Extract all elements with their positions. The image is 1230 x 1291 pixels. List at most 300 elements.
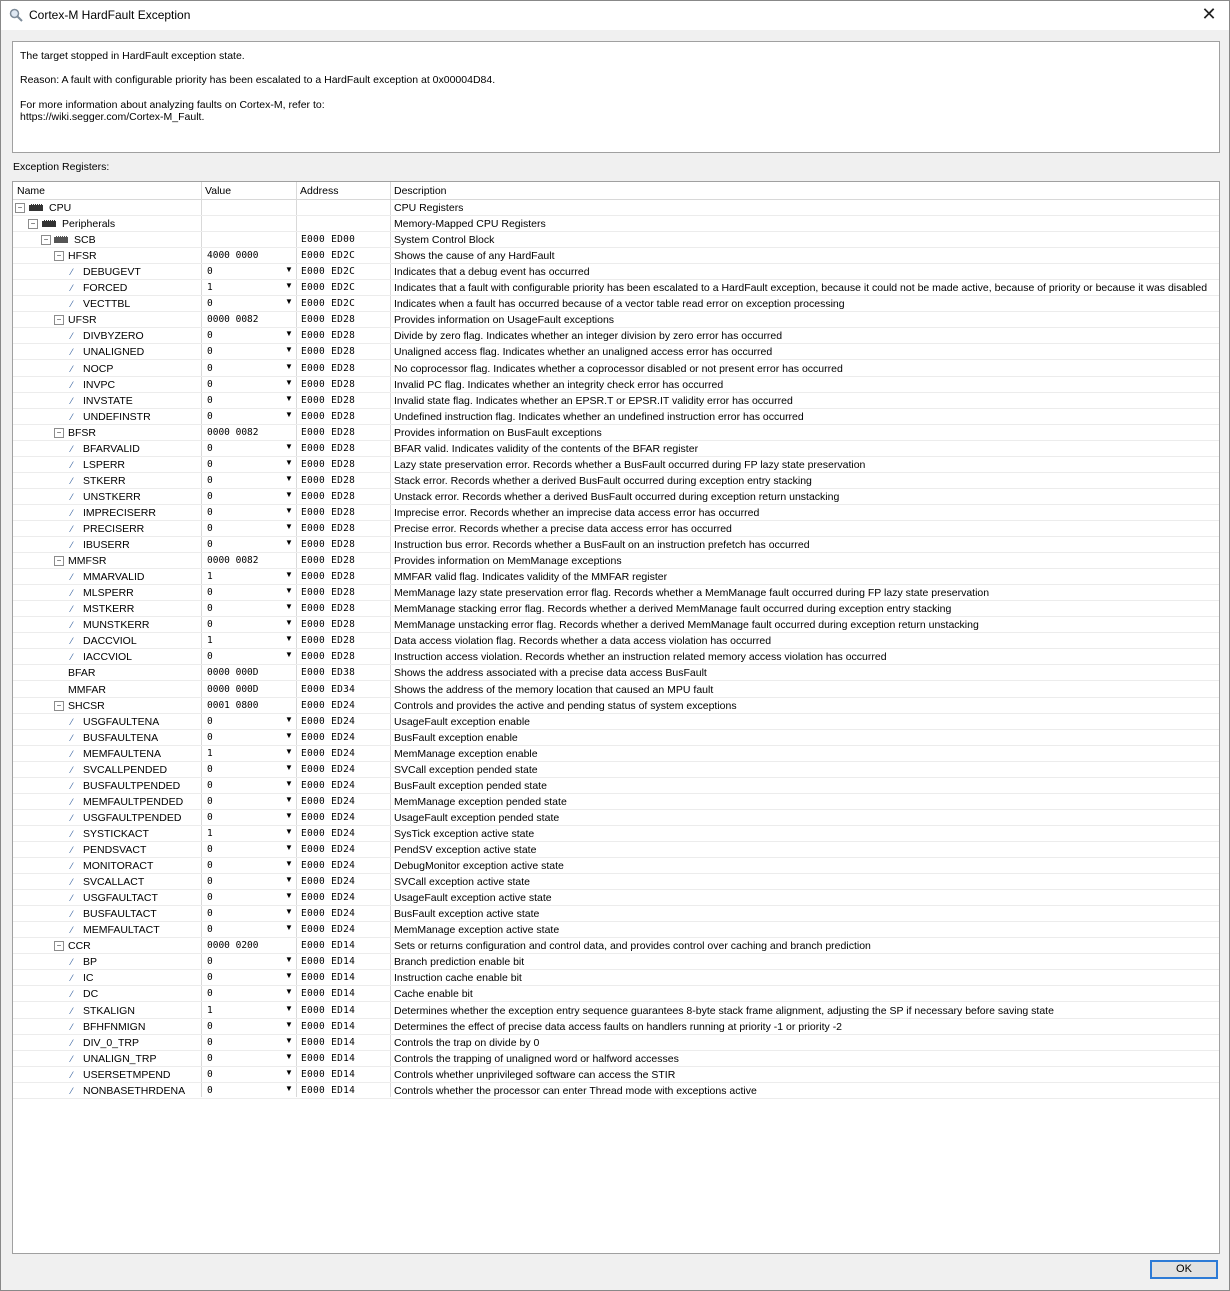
register-name: BFAR: [68, 667, 96, 680]
dropdown-arrow-icon[interactable]: ▼: [285, 441, 293, 451]
register-description: Data access violation flag. Records whether a data access violation has occurred: [394, 635, 772, 648]
register-description: Shows the cause of any HardFault: [394, 250, 555, 263]
register-address: E000 ED28: [301, 555, 356, 567]
register-value[interactable]: 0: [207, 458, 213, 470]
bitfield-icon: ⁄: [71, 395, 73, 406]
register-value: 0000 000D: [207, 667, 259, 679]
register-value[interactable]: 0: [207, 1020, 213, 1032]
register-address: E000 ED28: [301, 587, 356, 599]
register-description: Indicates that a debug event has occurred: [394, 266, 590, 279]
register-block-icon: [54, 236, 68, 243]
register-address: E000 ED28: [301, 330, 356, 342]
register-name: PENDSVACT: [83, 844, 147, 856]
register-address: E000 ED14: [301, 1036, 356, 1048]
register-name: IMPRECISERR: [83, 506, 156, 519]
table-row[interactable]: [13, 377, 1219, 393]
register-name: USERSETMPEND: [83, 1068, 171, 1081]
bitfield-icon: ⁄: [71, 507, 73, 518]
bitfield-icon: ⁄: [71, 524, 73, 534]
table-row[interactable]: [13, 810, 1219, 826]
table-row[interactable]: [13, 248, 1219, 264]
register-value[interactable]: 0: [207, 330, 213, 342]
register-address: E000 ED00: [301, 234, 356, 246]
register-description: Indicates that a fault with configurable priority has been escalated to a HardFault exception, because it could not be made active, because of priority or because it was disabled: [394, 282, 1208, 295]
register-value[interactable]: 1: [207, 827, 213, 839]
dropdown-arrow-icon[interactable]: ▼: [285, 634, 293, 644]
dropdown-arrow-icon[interactable]: ▼: [285, 393, 293, 403]
table-row[interactable]: [13, 489, 1219, 505]
register-value[interactable]: 0: [207, 988, 213, 1000]
register-value[interactable]: 0: [207, 410, 213, 422]
register-address: E000 ED14: [301, 1004, 356, 1016]
register-value[interactable]: 0: [207, 442, 213, 454]
register-name: MSTKERR: [83, 603, 135, 616]
register-description: Instruction access violation. Records whether an instruction related memory access violation has occurred: [394, 651, 887, 664]
register-value[interactable]: 0: [207, 490, 213, 502]
collapse-toggle-icon[interactable]: −: [54, 428, 64, 438]
register-description: BusFault exception enable: [394, 731, 518, 744]
register-value[interactable]: 0: [207, 972, 213, 984]
register-name: INVPC: [83, 378, 116, 391]
dropdown-arrow-icon[interactable]: ▼: [285, 297, 293, 307]
dropdown-arrow-icon[interactable]: ▼: [285, 1003, 293, 1013]
table-row[interactable]: [13, 441, 1219, 457]
register-description: No coprocessor flag. Indicates whether a coprocessor disabled or not present error has occurred: [394, 362, 843, 375]
table-row[interactable]: [13, 1067, 1219, 1083]
collapse-toggle-icon[interactable]: −: [54, 556, 64, 566]
dropdown-arrow-icon[interactable]: ▼: [285, 730, 293, 740]
table-row[interactable]: [13, 1083, 1219, 1099]
bitfield-icon: ⁄: [71, 1069, 73, 1080]
bitfield-icon: ⁄: [71, 604, 73, 615]
collapse-toggle-icon[interactable]: −: [54, 315, 64, 325]
dropdown-arrow-icon[interactable]: ▼: [285, 778, 293, 788]
register-description: Unstack error. Records whether a derived BusFault occurred during exception return unstacking: [394, 490, 840, 503]
register-address: E000 ED14: [301, 1084, 356, 1096]
dropdown-arrow-icon[interactable]: ▼: [285, 987, 293, 997]
register-value[interactable]: 1: [207, 571, 213, 583]
register-name: DIVBYZERO: [83, 330, 144, 343]
dropdown-arrow-icon[interactable]: ▼: [285, 714, 293, 724]
register-value[interactable]: 0: [207, 346, 213, 358]
register-address: E000 ED2C: [301, 282, 356, 294]
column-header-description[interactable]: Description: [394, 185, 447, 197]
table-row[interactable]: [13, 617, 1219, 633]
register-address: E000 ED24: [301, 892, 356, 904]
dropdown-arrow-icon[interactable]: ▼: [285, 843, 293, 852]
dropdown-arrow-icon[interactable]: ▼: [285, 859, 293, 869]
register-value[interactable]: 0: [207, 876, 213, 888]
bitfield-icon: ⁄: [71, 347, 73, 358]
register-name: STKERR: [83, 474, 126, 487]
register-address: E000 ED24: [301, 795, 356, 807]
register-address: E000 ED38: [301, 667, 356, 679]
dropdown-arrow-icon[interactable]: ▼: [285, 281, 293, 291]
bitfield-icon: ⁄: [71, 716, 73, 727]
register-description: DebugMonitor exception active state: [394, 860, 564, 873]
dropdown-arrow-icon[interactable]: ▼: [285, 891, 293, 901]
table-row[interactable]: [13, 938, 1219, 954]
register-name: BP: [83, 956, 98, 969]
column-header-address[interactable]: Address: [300, 185, 339, 197]
register-name: UNALIGN_TRP: [83, 1052, 157, 1065]
table-row[interactable]: [13, 569, 1219, 585]
register-value: 4000 0000: [207, 250, 259, 262]
register-value[interactable]: 0: [207, 651, 213, 663]
register-value[interactable]: 0: [207, 506, 213, 518]
register-value[interactable]: 0: [207, 1068, 213, 1080]
bitfield-icon: ⁄: [71, 909, 73, 920]
register-name: VECTTBL: [83, 298, 131, 311]
table-row[interactable]: [13, 665, 1219, 681]
register-description: Cache enable bit: [394, 988, 473, 1001]
dropdown-arrow-icon[interactable]: ▼: [285, 923, 293, 933]
table-row[interactable]: [13, 954, 1219, 970]
register-name: NONBASETHRDENA: [83, 1084, 186, 1097]
register-description: Provides information on MemManage exceptions: [394, 555, 622, 568]
register-value[interactable]: 0: [207, 956, 213, 968]
register-name: USGFAULTPENDED: [83, 811, 182, 824]
table-row[interactable]: [13, 264, 1219, 280]
register-name: IC: [83, 972, 94, 985]
register-value[interactable]: 1: [207, 747, 213, 759]
table-row[interactable]: [13, 1003, 1219, 1019]
bitfield-icon: ⁄: [71, 764, 73, 775]
table-row[interactable]: [13, 1035, 1219, 1051]
table-row[interactable]: [13, 344, 1219, 360]
register-address: E000 ED2C: [301, 266, 356, 278]
bitfield-icon: ⁄: [71, 491, 73, 502]
close-button[interactable]: [1195, 3, 1223, 27]
bitfield-icon: ⁄: [71, 443, 73, 454]
register-value[interactable]: 0: [207, 924, 213, 936]
register-value[interactable]: 0: [207, 394, 213, 406]
dropdown-arrow-icon[interactable]: ▼: [285, 1019, 293, 1029]
bitfield-icon: ⁄: [71, 636, 73, 647]
register-description: MMFAR valid flag. Indicates validity of the MMFAR register: [394, 571, 668, 584]
dropdown-arrow-icon[interactable]: ▼: [285, 971, 293, 981]
dropdown-arrow-icon[interactable]: ▼: [285, 409, 293, 419]
bitfield-icon: ⁄: [71, 652, 73, 663]
register-name: DEBUGEVT: [83, 266, 141, 279]
table-row[interactable]: [13, 280, 1219, 296]
table-header: [13, 182, 1219, 200]
dropdown-arrow-icon[interactable]: ▼: [285, 522, 293, 531]
table-row[interactable]: [13, 826, 1219, 842]
chip-icon: [42, 220, 56, 227]
table-row[interactable]: [13, 714, 1219, 730]
table-row[interactable]: [13, 393, 1219, 409]
dropdown-arrow-icon[interactable]: ▼: [285, 955, 293, 965]
register-value: 0000 000D: [207, 683, 259, 695]
table-row[interactable]: [13, 698, 1219, 714]
dropdown-arrow-icon[interactable]: ▼: [285, 602, 293, 612]
table-row[interactable]: [13, 778, 1219, 794]
register-description: Unaligned access flag. Indicates whether an unaligned access error has occurred: [394, 346, 773, 359]
dropdown-arrow-icon[interactable]: ▼: [285, 329, 293, 339]
table-row[interactable]: [13, 601, 1219, 617]
table-row[interactable]: [13, 922, 1219, 938]
register-name: STKALIGN: [83, 1004, 135, 1017]
dropdown-arrow-icon[interactable]: ▼: [285, 1051, 293, 1061]
dropdown-arrow-icon[interactable]: ▼: [285, 489, 293, 499]
message-box[interactable]: [12, 41, 1220, 153]
register-value[interactable]: 0: [207, 1036, 213, 1048]
register-value: 0001 0800: [207, 699, 259, 711]
register-description: Sets or returns configuration and control data, and provides control over caching and branch prediction: [394, 940, 871, 953]
table-row[interactable]: [13, 409, 1219, 425]
dropdown-arrow-icon[interactable]: ▼: [285, 762, 293, 772]
bitfield-icon: ⁄: [71, 796, 73, 807]
register-description: SVCall exception pended state: [394, 763, 538, 776]
register-address: E000 ED24: [301, 747, 356, 759]
register-name: MMFAR: [68, 683, 106, 696]
register-address: E000 ED28: [301, 442, 356, 454]
register-value[interactable]: 0: [207, 298, 213, 310]
register-value[interactable]: 0: [207, 779, 213, 791]
register-value[interactable]: 0: [207, 474, 213, 486]
register-description: Lazy state preservation error. Records whether a BusFault occurred during FP lazy state preservation: [394, 458, 866, 471]
register-value[interactable]: 0: [207, 523, 213, 534]
register-description: Undefined instruction flag. Indicates whether an undefined instruction error has occurred: [394, 410, 804, 423]
column-header-name[interactable]: Name: [17, 185, 46, 197]
dropdown-arrow-icon[interactable]: ▼: [285, 1035, 293, 1045]
dropdown-arrow-icon[interactable]: ▼: [285, 1067, 293, 1077]
register-name: BFARVALID: [83, 442, 140, 455]
register-name: SVCALLPENDED: [83, 763, 168, 776]
register-address: E000 ED24: [301, 763, 356, 775]
register-value[interactable]: 1: [207, 282, 213, 294]
table-row[interactable]: [13, 633, 1219, 649]
register-value[interactable]: 0: [207, 603, 213, 615]
bitfield-icon: ⁄: [71, 957, 73, 968]
register-name: USGFAULTACT: [83, 892, 158, 905]
table-row[interactable]: [13, 328, 1219, 344]
column-header-value[interactable]: Value: [205, 185, 232, 197]
table-row[interactable]: [13, 890, 1219, 906]
table-row[interactable]: [13, 585, 1219, 601]
register-description: MemManage unstacking error flag. Records whether a derived MemManage fault occurred during exception return unstacking: [394, 619, 979, 632]
register-value[interactable]: 0: [207, 715, 213, 727]
table-row[interactable]: [13, 505, 1219, 521]
register-value[interactable]: 0: [207, 844, 213, 855]
table-row[interactable]: [13, 682, 1219, 698]
table-row[interactable]: [13, 537, 1219, 553]
dropdown-arrow-icon[interactable]: ▼: [285, 875, 293, 885]
register-description: SVCall exception active state: [394, 876, 530, 889]
dropdown-arrow-icon[interactable]: ▼: [285, 538, 293, 548]
register-name: SCB: [74, 234, 96, 247]
dropdown-arrow-icon[interactable]: ▼: [285, 457, 293, 467]
close-icon: ✕: [1201, 4, 1217, 25]
dropdown-arrow-icon[interactable]: ▼: [285, 1083, 293, 1093]
window-title: Cortex-M HardFault Exception: [29, 8, 191, 22]
register-value[interactable]: 0: [207, 892, 213, 904]
register-value[interactable]: 0: [207, 811, 213, 823]
register-tree-table[interactable]: [12, 181, 1220, 1254]
table-row[interactable]: [13, 425, 1219, 441]
register-address: E000 ED28: [301, 474, 356, 486]
register-value[interactable]: 0: [207, 619, 213, 631]
register-name: DC: [83, 988, 99, 1001]
table-row[interactable]: [13, 361, 1219, 377]
register-address: E000 ED28: [301, 571, 356, 583]
dropdown-arrow-icon[interactable]: ▼: [285, 618, 293, 628]
register-description: MemManage exception pended state: [394, 795, 567, 808]
dropdown-arrow-icon[interactable]: ▼: [285, 650, 293, 660]
table-row[interactable]: [13, 312, 1219, 328]
collapse-toggle-icon[interactable]: −: [54, 701, 64, 711]
register-name: BFSR: [68, 426, 97, 439]
bitfield-icon: ⁄: [71, 732, 73, 743]
register-description: Controls the trap on divide by 0: [394, 1036, 540, 1049]
register-description: Invalid PC flag. Indicates whether an integrity check error has occurred: [394, 378, 724, 391]
table-row[interactable]: [13, 906, 1219, 922]
register-description: Shows the address of the memory location that caused an MPU fault: [394, 683, 714, 696]
dropdown-arrow-icon[interactable]: ▼: [285, 505, 293, 515]
message-line: For more information about analyzing faults on Cortex-M, refer to:: [20, 99, 325, 111]
collapse-toggle-icon[interactable]: −: [15, 203, 25, 213]
table-row[interactable]: [13, 1019, 1219, 1035]
table-row[interactable]: [13, 232, 1219, 248]
bitfield-icon: ⁄: [71, 411, 73, 422]
register-value[interactable]: 1: [207, 635, 213, 647]
table-row[interactable]: [13, 216, 1219, 232]
table-row[interactable]: [13, 986, 1219, 1002]
register-value[interactable]: 0: [207, 266, 213, 278]
table-row[interactable]: [13, 200, 1219, 216]
bitfield-icon: ⁄: [71, 363, 73, 374]
register-value[interactable]: 0: [207, 860, 213, 872]
register-name: MUNSTKERR: [83, 619, 150, 632]
register-value[interactable]: 0: [207, 731, 213, 743]
register-description: Determines whether the exception entry sequence guarantees 8-byte stack frame alignment, adjusting the SP if necessary before saving state: [394, 1004, 1054, 1017]
register-description: Divide by zero flag. Indicates whether an integer division by zero error has occurred: [394, 330, 783, 343]
bitfield-icon: ⁄: [71, 812, 73, 823]
table-row[interactable]: [13, 296, 1219, 312]
bitfield-icon: ⁄: [71, 828, 73, 839]
register-name: BUSFAULTENA: [83, 731, 159, 744]
bitfield-icon: ⁄: [71, 861, 73, 872]
collapse-toggle-icon[interactable]: −: [41, 235, 51, 245]
table-row[interactable]: [13, 457, 1219, 473]
register-name: UNSTKERR: [83, 490, 141, 503]
bitfield-icon: ⁄: [71, 1021, 73, 1032]
dropdown-arrow-icon[interactable]: ▼: [285, 473, 293, 483]
collapse-toggle-icon[interactable]: −: [54, 941, 64, 951]
dropdown-arrow-icon[interactable]: ▼: [285, 794, 293, 804]
dropdown-arrow-icon[interactable]: ▼: [285, 265, 293, 275]
collapse-toggle-icon[interactable]: −: [54, 251, 64, 261]
dropdown-arrow-icon[interactable]: ▼: [285, 826, 293, 836]
table-row[interactable]: [13, 730, 1219, 746]
dropdown-arrow-icon[interactable]: ▼: [285, 746, 293, 756]
register-value[interactable]: 0: [207, 763, 213, 775]
bitfield-icon: ⁄: [71, 1037, 73, 1048]
register-name: BUSFAULTPENDED: [83, 779, 181, 792]
register-address: E000 ED14: [301, 1052, 356, 1064]
register-name: UFSR: [68, 314, 97, 327]
register-description: Provides information on BusFault exceptions: [394, 426, 602, 439]
register-description: Instruction cache enable bit: [394, 972, 522, 985]
bitfield-icon: ⁄: [71, 748, 73, 759]
dropdown-arrow-icon[interactable]: ▼: [285, 377, 293, 387]
dropdown-arrow-icon[interactable]: ▼: [285, 810, 293, 820]
register-address: E000 ED28: [301, 458, 356, 470]
register-value[interactable]: 1: [207, 1004, 213, 1016]
register-description: BusFault exception pended state: [394, 779, 547, 792]
exception-registers-label: Exception Registers:: [13, 161, 110, 173]
dropdown-arrow-icon[interactable]: ▼: [285, 907, 293, 917]
dropdown-arrow-icon[interactable]: ▼: [285, 345, 293, 355]
table-row[interactable]: [13, 794, 1219, 810]
table-row[interactable]: [13, 970, 1219, 986]
table-row[interactable]: [13, 874, 1219, 890]
register-name: MEMFAULTPENDED: [83, 795, 184, 808]
register-address: E000 ED24: [301, 924, 356, 936]
table-row[interactable]: [13, 746, 1219, 762]
bitfield-icon: ⁄: [71, 379, 73, 390]
register-value[interactable]: 0: [207, 1084, 213, 1096]
dropdown-arrow-icon[interactable]: ▼: [285, 361, 293, 371]
register-name: DIV_0_TRP: [83, 1036, 140, 1049]
table-row[interactable]: [13, 1051, 1219, 1067]
register-value[interactable]: 0: [207, 1052, 213, 1064]
table-row[interactable]: [13, 553, 1219, 569]
table-row[interactable]: [13, 521, 1219, 537]
title-bar: [1, 1, 1229, 30]
register-value[interactable]: 0: [207, 378, 213, 390]
register-value[interactable]: 0: [207, 795, 213, 807]
register-value[interactable]: 0: [207, 908, 213, 920]
register-address: E000 ED28: [301, 378, 356, 390]
register-value[interactable]: 0: [207, 539, 213, 551]
bitfield-icon: ⁄: [71, 989, 73, 1000]
table-row[interactable]: [13, 762, 1219, 778]
bitfield-icon: ⁄: [71, 1053, 73, 1064]
bitfield-icon: ⁄: [71, 331, 73, 342]
register-address: E000 ED14: [301, 940, 356, 952]
table-row[interactable]: [13, 858, 1219, 874]
bitfield-icon: ⁄: [71, 877, 73, 888]
register-value: 0000 0082: [207, 314, 259, 326]
table-row[interactable]: [13, 649, 1219, 665]
bitfield-icon: ⁄: [71, 893, 73, 904]
dropdown-arrow-icon[interactable]: ▼: [285, 586, 293, 596]
register-address: E000 ED28: [301, 426, 356, 438]
table-row[interactable]: [13, 842, 1219, 858]
chip-icon: [29, 204, 43, 211]
register-address: E000 ED28: [301, 619, 356, 631]
table-row[interactable]: [13, 473, 1219, 489]
register-description: BFAR valid. Indicates validity of the contents of the BFAR register: [394, 442, 699, 455]
register-address: E000 ED24: [301, 779, 356, 791]
ok-button[interactable]: OK: [1150, 1260, 1218, 1279]
collapse-toggle-icon[interactable]: −: [28, 219, 38, 229]
register-address: E000 ED24: [301, 844, 356, 855]
bitfield-icon: ⁄: [71, 267, 73, 278]
bitfield-icon: ⁄: [71, 572, 73, 583]
register-name: MEMFAULTENA: [83, 747, 161, 760]
register-name: DACCVIOL: [83, 635, 137, 648]
register-description: MemManage lazy state preservation error flag. Records whether a MemManage fault occurred during FP lazy state preservation: [394, 587, 990, 600]
row-gridline: [13, 1098, 1219, 1099]
register-name: BFHFNMIGN: [83, 1020, 146, 1033]
register-value[interactable]: 0: [207, 362, 213, 374]
dropdown-arrow-icon[interactable]: ▼: [285, 570, 293, 580]
register-value[interactable]: 0: [207, 587, 213, 599]
register-address: E000 ED28: [301, 314, 356, 326]
